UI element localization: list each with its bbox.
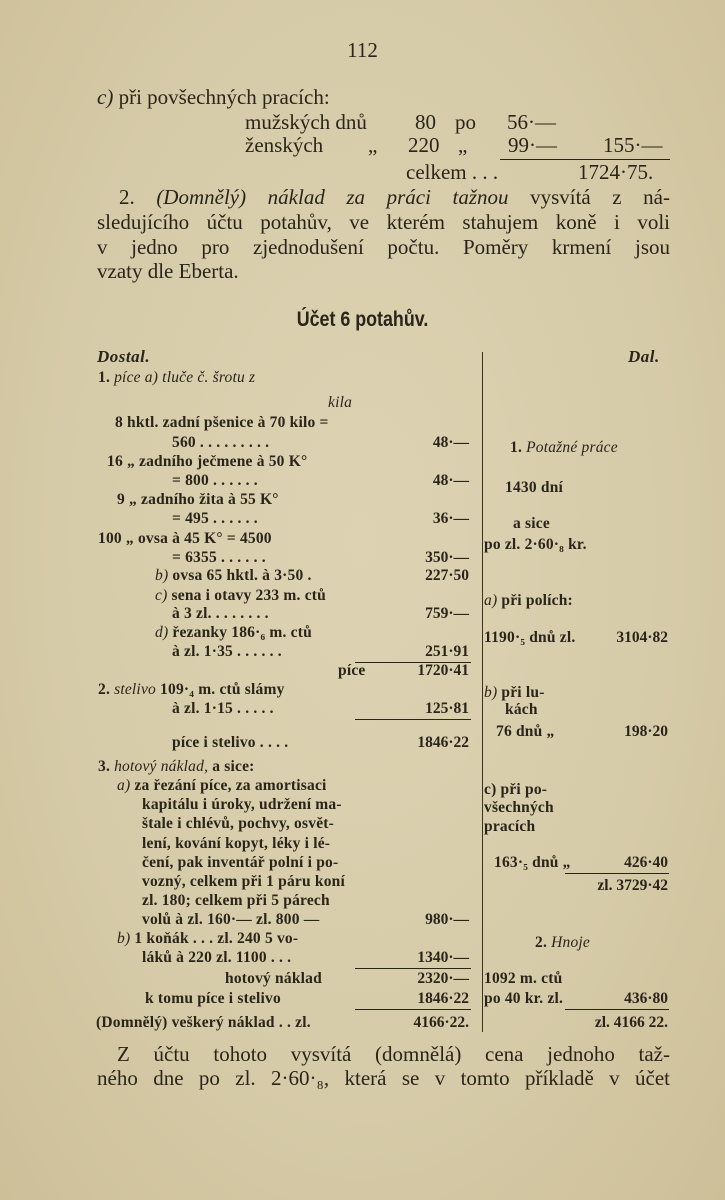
right-row (535, 934, 590, 952)
row-text: = 800 . . . . . . (172, 472, 258, 489)
row-women-total: 155·— (603, 133, 663, 157)
row-text: při polích: (497, 592, 573, 609)
account-title: Účet 6 potahův. (296, 308, 429, 331)
row-women-value: 99·— (508, 133, 557, 157)
paragraph-italic: (Domnělý) náklad za práci tažnou (156, 185, 509, 209)
sum-rule (565, 1009, 669, 1010)
left-row (117, 491, 279, 509)
row-text: 1. (98, 369, 115, 386)
right-row (505, 701, 538, 719)
right-row (484, 970, 562, 988)
row-text: píce (338, 662, 366, 679)
left-row (172, 643, 282, 661)
row-text: 2. (98, 681, 115, 698)
page-number: 112 (347, 38, 378, 62)
amount: 980·— (425, 911, 469, 928)
row-men-unit: po (455, 110, 476, 134)
right-row (513, 515, 550, 533)
row-text: k tomu píce i stelivo (145, 990, 281, 1007)
right-row (484, 592, 573, 610)
left-row (107, 453, 307, 471)
row-text: kách (505, 701, 538, 718)
italic-text: d) (155, 624, 169, 641)
row-text: 1 koňák . . . zl. 240 5 vo- (130, 930, 299, 947)
amount: 36·— (432, 510, 469, 527)
right-row (484, 629, 575, 647)
row-text: 2. (535, 934, 552, 951)
amount: 1846·22 (417, 734, 469, 751)
left-row (172, 549, 266, 567)
row-text: à zl. 1·35 . . . . . . (172, 643, 282, 660)
amount: 436·80 (624, 990, 668, 1007)
left-row (328, 394, 352, 412)
row-text: à zl. 1·15 . . . . . (172, 700, 274, 717)
row-text: vozný, celkem při 1 páru koní (142, 873, 346, 890)
left-row (172, 734, 288, 752)
left-row (172, 605, 269, 623)
amount: 350·— (425, 549, 469, 566)
amount: 4166·22. (413, 1014, 469, 1031)
row-text: 8 hktl. zadní pšenice à 70 kilo = (115, 414, 329, 431)
row-text: 1190·₅ dnů zl. (484, 629, 576, 646)
paragraph-text: vysvítá z ná- (530, 185, 670, 209)
row-men-label: mužských dnů (245, 110, 367, 134)
right-header-dal: Dal. (628, 347, 660, 366)
amount: 1846·22 (417, 990, 469, 1007)
row-text: při lu- (497, 684, 545, 701)
left-row (145, 990, 281, 1008)
row-text: kapitálu i úroky, udržení ma- (142, 796, 342, 813)
paragraph-line-2: sledujícího účtu potahův, ve kterém stahujem koně i voli (97, 210, 670, 234)
amount: 1340·— (417, 949, 469, 966)
closing-line-2: ného dne po zl. 2·60·₈, která se v tomto příkladě v účet (97, 1066, 670, 1090)
row-text: 1. (510, 439, 527, 456)
right-row (494, 854, 571, 872)
amount: 3104·82 (616, 629, 668, 646)
right-row (510, 439, 618, 457)
row-women-ditto: „ (368, 133, 378, 157)
row-men-count: 80 (415, 110, 436, 134)
left-row (98, 758, 255, 776)
amount: 2320·— (417, 970, 469, 987)
row-text: à 3 zl. . . . . . . . (172, 605, 269, 622)
row-text: volů à zl. 160·— zl. 800 — (142, 911, 320, 928)
paragraph-number: 2. (119, 185, 135, 209)
row-text: 1092 m. ctů (484, 970, 563, 987)
left-row (172, 472, 258, 490)
right-row (484, 684, 545, 702)
left-row (142, 911, 319, 929)
sum-rule (565, 873, 669, 874)
paragraph-line-3: v jedno pro zjednodušení počtu. Poměry krmení jsou (97, 235, 670, 259)
row-text: = 495 . . . . . . (172, 510, 258, 527)
amount: 198·20 (624, 723, 668, 740)
row-text: řezanky 186·₆ m. ctů (168, 624, 312, 641)
row-text: lení, kování kopyt, léky i lé- (142, 835, 331, 852)
row-men-value: 56·— (507, 110, 556, 134)
italic-text: kila (328, 394, 353, 411)
row-text: = 6355 . . . . . . (172, 549, 266, 566)
row-text: po 40 kr. zl. (484, 990, 564, 1007)
left-row (98, 369, 255, 387)
row-text: pracích (484, 818, 536, 835)
row-text: 9 „ zadního žita à 55 K° (117, 491, 279, 508)
left-row (155, 587, 326, 605)
left-row (115, 414, 329, 432)
amount: 251·91 (425, 643, 469, 660)
section-heading (97, 86, 330, 109)
paragraph-line-4: vzaty dle Eberta. (97, 259, 239, 283)
italic-text: stelivo (114, 681, 156, 698)
row-text: za řezání píce, za amortisaci (130, 777, 327, 794)
row-text: 560 . . . . . . . . . (172, 434, 270, 451)
sum-rule (355, 719, 471, 720)
row-text: 100 „ ovsa à 45 K° = 4500 (98, 530, 272, 547)
row-text: všechných (484, 799, 554, 816)
total-label: celkem . . . (406, 160, 499, 184)
left-row (225, 970, 322, 988)
amount: 48·— (432, 472, 469, 489)
left-row (117, 777, 327, 795)
heading-prefix: c) (97, 85, 114, 109)
row-text: 76 dnů „ (496, 723, 555, 740)
row-text: 1430 dní (505, 479, 564, 496)
right-row (496, 723, 554, 741)
row-text: 3. (98, 758, 115, 775)
heading-text: při povšechných pracích: (113, 85, 330, 109)
italic-text: hotový náklad, (114, 758, 209, 775)
left-row (96, 1014, 311, 1032)
left-row (98, 530, 272, 548)
italic-text: Potažné práce (526, 439, 618, 456)
left-row (172, 700, 274, 718)
amount: 48·— (432, 434, 469, 451)
right-row (484, 536, 587, 554)
italic-text: píce a) tluče č. šrotu z (114, 369, 256, 386)
left-row (117, 930, 298, 948)
amount: 1720·41 (417, 662, 469, 679)
row-text: c) při po- (484, 781, 548, 798)
left-row (142, 873, 345, 891)
row-text: 163·₅ dnů „ (494, 854, 571, 871)
italic-text: Hnoje (551, 934, 590, 951)
row-text: 16 „ zadního ječmene à 50 K° (107, 453, 308, 470)
left-row (172, 434, 269, 452)
amount: 227·50 (425, 567, 469, 584)
row-text: zl. 180; celkem při 5 párech (142, 892, 330, 909)
amount: 759·— (425, 605, 469, 622)
row-text: po zl. 2·60·₈ kr. (484, 536, 587, 553)
italic-text: b) (117, 930, 131, 947)
left-row (338, 662, 366, 680)
left-row (98, 681, 285, 699)
sum-rule (355, 1009, 471, 1010)
italic-text: b) (155, 567, 169, 584)
italic-text: a) (484, 592, 498, 609)
left-row (142, 892, 330, 910)
italic-text: c) (155, 587, 168, 604)
row-text: hotový náklad (225, 970, 322, 987)
row-text: a sice (513, 515, 550, 532)
amount: zl. 4166 22. (594, 1014, 668, 1031)
row-women-count: 220 (408, 133, 440, 157)
row-text: a sice: (208, 758, 255, 775)
row-women-label: ženských (245, 133, 324, 157)
left-row (142, 796, 342, 814)
total-value: 1724·75. (578, 160, 654, 184)
right-row (484, 990, 563, 1008)
left-row (142, 815, 334, 833)
column-divider (482, 352, 483, 1032)
italic-text: a) (117, 777, 131, 794)
paragraph-line-1 (97, 186, 670, 209)
left-row (142, 949, 291, 967)
row-women-unit: „ (458, 133, 468, 157)
italic-text: b) (484, 684, 498, 701)
amount: zl. 3729·42 (597, 877, 668, 894)
right-row (484, 799, 554, 817)
left-row (142, 835, 330, 853)
row-text: čení, pak inventář polní i po- (142, 854, 339, 871)
left-row (155, 624, 312, 642)
row-text: láků à 220 zl. 1100 . . . (142, 949, 292, 966)
row-text: štale i chlévů, pochvy, osvět- (142, 815, 334, 832)
row-text: (Domnělý) veškerý náklad . . zl. (96, 1014, 311, 1031)
left-row (142, 854, 338, 872)
right-row (484, 818, 535, 836)
left-header-dostal: Dostal. (97, 347, 151, 366)
row-text: 109·₄ m. ctů slámy (155, 681, 285, 698)
left-row (172, 510, 258, 528)
row-text: ovsa 65 hktl. à 3·50 . (168, 567, 312, 584)
row-text: sena i otavy 233 m. ctů (167, 587, 326, 604)
left-row (155, 567, 312, 585)
row-text: píce i stelivo . . . . (172, 734, 289, 751)
amount: 125·81 (425, 700, 469, 717)
amount: 426·40 (624, 854, 668, 871)
right-row (484, 781, 547, 799)
closing-line-1: Z účtu tohoto vysvítá (domnělá) cena jednoho taž- (117, 1042, 670, 1066)
right-row (505, 479, 563, 497)
sum-rule (355, 968, 471, 969)
